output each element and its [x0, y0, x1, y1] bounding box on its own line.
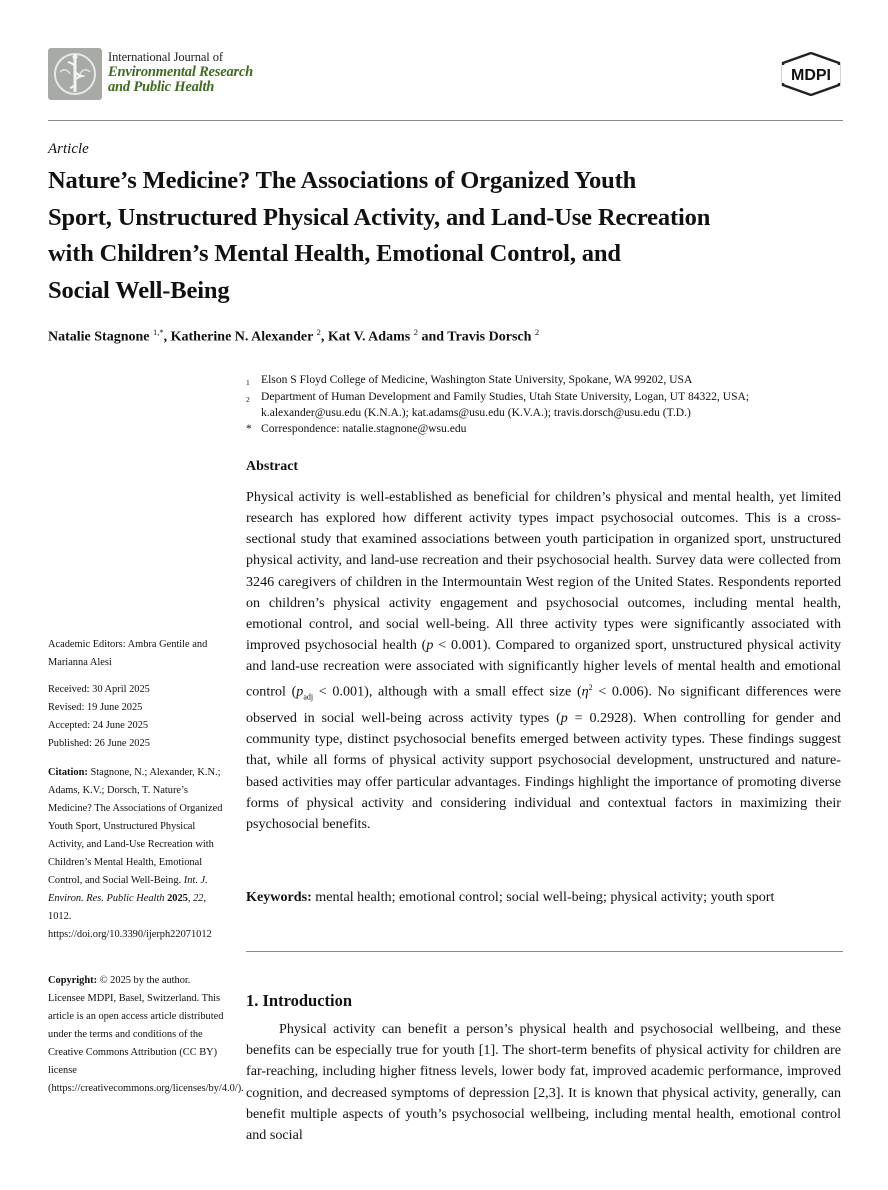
- author-affiliation-mark: 1,*: [153, 327, 164, 337]
- affiliation-number: 2: [246, 395, 250, 404]
- affiliation-number: 1: [246, 378, 250, 387]
- citation-doi[interactable]: , 1012. https://doi.org/10.3390/ijerph22071012: [48, 893, 212, 940]
- citation-volume: 22: [193, 893, 204, 904]
- journal-name-line3: and Public Health: [108, 79, 215, 95]
- author-name: Kat V. Adams: [327, 329, 414, 345]
- keywords-text: mental health; emotional control; social well-being; physical activity; youth sport: [315, 889, 775, 905]
- author-affiliation-mark: 2: [534, 327, 540, 337]
- copyright: [48, 972, 244, 1098]
- journal-name: [108, 50, 253, 95]
- received-date: Received: 30 April 2025: [48, 684, 150, 695]
- keywords: [246, 887, 841, 909]
- citation-authors: Stagnone, N.; Alexander, K.N.; Adams, K.V.; Dorsch, T. Nature’s Medicine? The Associations of Organized Youth Sport, Unstructured Physical Activity, and Land-Use Recreation with Children’s Mental Health, Emotional Control, and Social Well-Being.: [48, 767, 223, 886]
- author-affiliation-mark: 2: [316, 327, 321, 337]
- abstract-text: Physical activity is well-established as beneficial for children’s physical and mental health, yet limited research has explored how different activity types impact psychosocial outcomes. This is a cross-sectional study that examined associations between youth participation in organized sport, unstructured physical activity, and land-use recreation and their psychosocial health. Survey data were collected from 3246 caregivers of children in the Intermountain West region of the United States. Respondents reported on children’s physical activity engagement and psychosocial outcomes, including mental health, emotional control, and social well-being. All three activity types were significantly associated with improved psychosocial health (p < 0.001). Compared to organized sport, unstructured physical activity and land-use recreation were associated with significantly higher levels of mental health and emotional control $(p_{adj} < 0.001)$, although with a small effect size $(\eta^2 < 0.006)$. No significant differences were observed in social well-being across activity types (p = 0.2928). When controlling for gender and community type, distinct psychosocial benefits emerged between activity types. These findings suggest that, while all forms of physical activity support psychosocial development, unstructured and nature-based activities may offer particular advantages. Findings highlight the importance of promoting diverse forms of physical activity and considering individual and contextual factors in maximizing their psychosocial benefits.: [246, 489, 841, 832]
- citation-journal: Int. J. Environ. Res. Public Health: [48, 875, 208, 904]
- header-divider: [48, 120, 843, 121]
- author-list: Natalie Stagnone $^{1,*}$, Katherine N. Alexander $^2$, Kat V. Adams $^2$ and Travis Dorsch $^2$: [48, 327, 540, 345]
- section-divider: [246, 951, 843, 952]
- affiliation-text: Elson S Floyd College of Medicine, Washington State University, Spokane, WA 99202, USA: [261, 373, 693, 386]
- citation-year: 2025: [167, 893, 188, 904]
- author-affiliation-mark: 2: [413, 327, 418, 337]
- keywords-label: Keywords:: [246, 889, 312, 905]
- academic-editors: Academic Editors: Ambra Gentile and Marianna Alesi: [48, 639, 208, 668]
- revised-date: Revised: 19 June 2025: [48, 702, 143, 713]
- affiliation-text: k.alexander@usu.edu (K.N.A.); kat.adams@usu.edu (K.V.A.); travis.dorsch@usu.edu (T.D.): [261, 406, 691, 419]
- introduction-text: Physical activity can benefit a person’s physical health and psychosocial wellbeing, and these benefits can be especially true for youth [1]. The short-term benefits of physical activity for children are far-reaching, including higher fitness levels, lower body fat, improved academic performance, improved cognition, and decreased symptoms of depression [2,3]. It is known that physical activity, generally, can benefit multiple aspects of youth’s psychosocial wellbeing, including mental health, emotional control and social: [246, 1021, 841, 1144]
- abstract-heading: Abstract: [246, 459, 299, 474]
- journal-logo-icon: [48, 48, 102, 100]
- copyright-text: © 2025 by the author. Licensee MDPI, Basel, Switzerland. This article is an open access article distributed under the terms and conditions of the Creative Commons Attribution (CC BY) license (https://creativecommons.org/licenses/by/4.0/).: [48, 975, 244, 1094]
- author-name: Travis Dorsch: [447, 329, 535, 345]
- author-name: Katherine N. Alexander: [170, 329, 317, 345]
- accepted-date: Accepted: 24 June 2025: [48, 720, 149, 731]
- copyright-label: Copyright:: [48, 975, 98, 986]
- publication-dates: [48, 681, 226, 753]
- author-name: Natalie Stagnone: [48, 329, 153, 345]
- mdpi-logo-icon: [780, 52, 842, 96]
- citation-label: Citation:: [48, 767, 88, 778]
- article-type: Article: [48, 141, 89, 157]
- affiliation-text: Department of Human Development and Family Studies, Utah State University, Logan, UT 84322, USA;: [261, 390, 750, 403]
- citation: Citation: Stagnone, N.; Alexander, K.N.; Adams, K.V.; Dorsch, T. Nature’s Medicine? The Associations of Organized Youth Sport, Unstructured Physical Activity, and Land-Use Recreation with Children’s Mental Health, Emotional Control, and Social Well-Being. Int. J. Environ. Res. Public Health 2025, 22, 1012. https://doi.org/10.3390/ijerph22071012: [48, 767, 223, 940]
- published-date: Published: 26 June 2025: [48, 738, 150, 749]
- article-title: Nature’s Medicine? The Associations of Organized Youth Sport, Unstructured Physical Activity, and Land-Use Recreation with Children’s Mental Health, Emotional Control, and Social Well-Being: [48, 167, 711, 304]
- journal-name-line2: Environmental Research: [108, 64, 254, 80]
- publisher-name: MDPI: [791, 67, 831, 84]
- section-heading: 1. Introduction: [246, 991, 353, 1010]
- correspondence-mark: *: [246, 422, 252, 435]
- correspondence-text: Correspondence: natalie.stagnone@wsu.edu: [261, 422, 467, 435]
- journal-name-line1: International Journal of: [108, 50, 223, 64]
